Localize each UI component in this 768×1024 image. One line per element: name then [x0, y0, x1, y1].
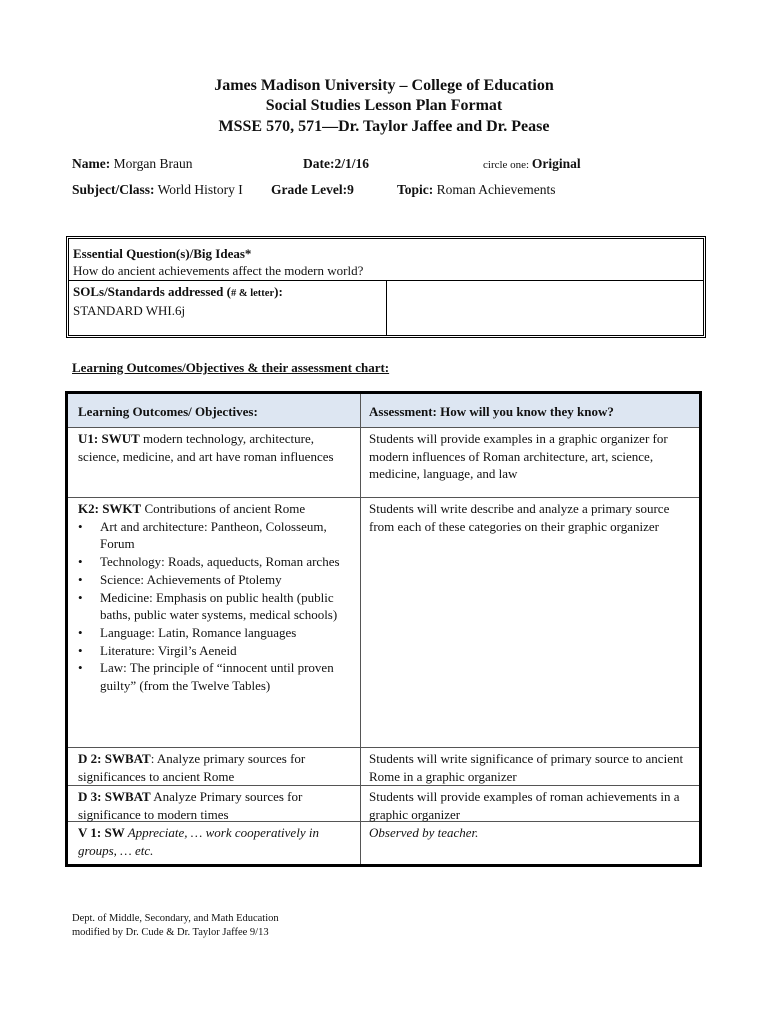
u1-text: modern technology, architecture, science, medicine, and art have roman influences: [78, 431, 334, 464]
doc-title-institution: James Madison University – College of Education: [214, 77, 554, 94]
outcomes-heading: Learning Outcomes/Objectives & their assessment chart:: [72, 360, 390, 375]
outcomes-table: [65, 391, 702, 867]
sols-label-end: ):: [274, 284, 283, 299]
k2-contribution-list: [78, 518, 354, 695]
date-value: 2/1/16: [334, 156, 369, 171]
u1-code: U1: SWUT: [78, 431, 140, 446]
v1-text: Appreciate, … work cooperatively in groups, … etc.: [78, 825, 319, 858]
essential-question-label: Essential Question(s)/Big Ideas*: [73, 246, 252, 261]
table-header-row: [68, 394, 699, 428]
list-item: • Science: Achievements of Ptolemy: [100, 571, 354, 589]
subject-field: [72, 182, 243, 198]
topic-value: Roman Achievements: [433, 182, 556, 197]
d3-text: Analyze Primary sources for significance to modern times: [78, 789, 303, 822]
topic-label: Topic:: [397, 182, 434, 197]
col-assessment-header: Assessment: How will you know they know?: [360, 394, 699, 428]
essential-question-cell: [73, 245, 693, 279]
sols-cell: [73, 283, 383, 319]
doc-title-format: Social Studies Lesson Plan Format: [265, 97, 503, 114]
k2-outcome-cell: [68, 498, 360, 748]
d2-text: : Analyze primary sources for significances to ancient Rome: [78, 751, 306, 784]
table-row: [68, 748, 699, 786]
topic-field: [397, 182, 556, 198]
doc-title-course: MSSE 570, 571—Dr. Taylor Jaffee and Dr. Pease: [218, 118, 550, 135]
k2-assessment-cell: Students will write describe and analyze a primary source from each of these categories on their graphic organizer: [360, 498, 699, 748]
grade-value: 9: [347, 182, 354, 197]
d2-code: D 2: SWBAT: [78, 751, 151, 766]
circle-one-field: [483, 156, 581, 172]
table-row: [68, 822, 699, 864]
sols-value: STANDARD WHI.6j: [73, 303, 186, 318]
list-item: • Language: Latin, Romance languages: [100, 624, 354, 642]
col-outcomes-header: Learning Outcomes/ Objectives:: [78, 404, 258, 419]
table-row: [68, 786, 699, 822]
date-label: Date:: [303, 156, 335, 171]
essential-question-box: [66, 236, 706, 338]
v1-code: V 1: SW: [78, 825, 125, 840]
sols-label-hint: # & letter: [230, 288, 275, 299]
grade-label: Grade Level:: [271, 182, 348, 197]
date-field: [303, 156, 369, 172]
list-item: • Art and architecture: Pantheon, Colosseum, Forum: [100, 518, 354, 553]
footer: [72, 912, 279, 940]
list-item: • Literature: Virgil’s Aeneid: [100, 642, 354, 660]
sols-column-divider: [386, 280, 387, 335]
table-row: [68, 428, 699, 498]
u1-assessment-cell: Students will provide examples in a graphic organizer for modern influences of Roman architecture, art, science, medicine, language, and law: [360, 428, 699, 498]
list-item: • Medicine: Emphasis on public health (public baths, public water systems, medical schools): [100, 589, 354, 624]
name-field: [72, 156, 192, 172]
sols-label: SOLs/Standards addressed (: [73, 284, 231, 299]
grade-field: [271, 182, 354, 198]
d3-code: D 3: SWBAT: [78, 789, 151, 804]
d2-assessment-cell: Students will write significance of primary source to ancient Rome in a graphic organizer: [360, 748, 699, 786]
k2-code: K2: SWKT: [78, 501, 142, 516]
essential-question-text: How do ancient achievements affect the modern world?: [73, 263, 364, 278]
u1-outcome-cell: [68, 428, 360, 498]
circle-one-label: circle one:: [483, 159, 532, 171]
v1-outcome-cell: [68, 822, 360, 864]
d2-outcome-cell: [68, 748, 360, 786]
d3-assessment-cell: Students will provide examples of roman achievements in a graphic organizer: [360, 786, 699, 822]
footer-dept: Dept. of Middle, Secondary, and Math Education: [72, 913, 279, 924]
k2-text: Contributions of ancient Rome: [141, 501, 306, 516]
list-item: • Law: The principle of “innocent until proven guilty” (from the Twelve Tables): [100, 659, 354, 694]
list-item: • Technology: Roads, aqueducts, Roman arches: [100, 553, 354, 571]
circle-one-value: Original: [531, 156, 581, 171]
subject-label: Subject/Class:: [72, 182, 155, 197]
d3-outcome-cell: [68, 786, 360, 822]
name-label: Name:: [72, 156, 111, 171]
name-value: Morgan Braun: [110, 156, 193, 171]
v1-assessment-cell: Observed by teacher.: [360, 822, 699, 864]
footer-modified: modified by Dr. Cude & Dr. Taylor Jaffee 9/13: [72, 927, 269, 938]
table-row: [68, 498, 699, 748]
subject-value: World History I: [154, 182, 243, 197]
